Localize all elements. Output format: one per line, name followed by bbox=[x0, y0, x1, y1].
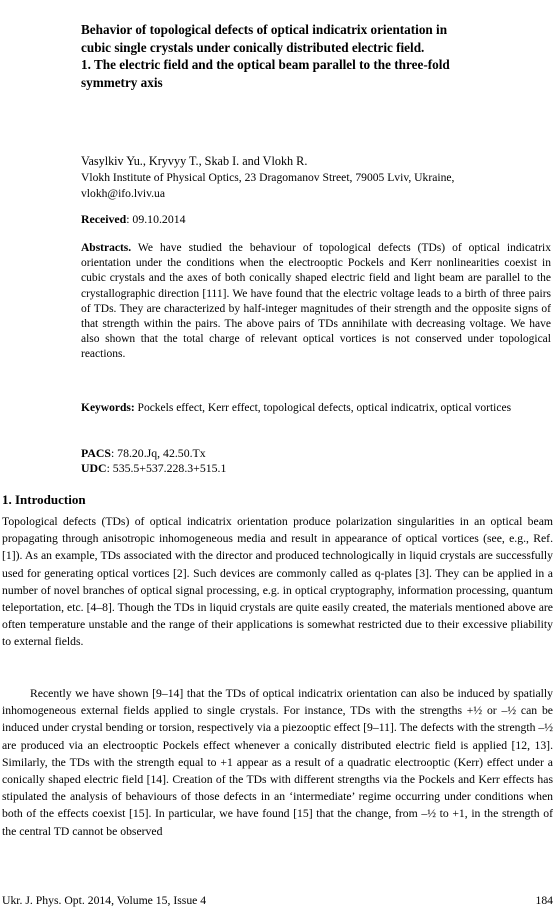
footer-journal: Ukr. J. Phys. Opt. 2014, Volume 15, Issue 4 bbox=[2, 894, 207, 907]
email: vlokh@ifo.lviv.ua bbox=[81, 186, 165, 200]
keywords-text: Pockels effect, Kerr effect, topological defects, optical indicatrix, optical vortices bbox=[134, 402, 512, 414]
abstract bbox=[81, 241, 551, 363]
udc bbox=[81, 461, 551, 476]
pacs-label: PACS bbox=[81, 446, 111, 460]
paragraph: Recently we have shown [9–14] that the TDs of optical indicatrix orientation can also be induced by spatially inhomogeneous external fields applied to single crystals. For instance, TDs with the strengths +½ or –½ can be induced under crystal bending or torsion, respectively via a piezooptic effect [9–11]. The defects with the strength –½ are produced via an electrooptic Pockels effect whenever a conically distributed electric field is applied [12, 13]. Similarly, the TDs with the strength equal to +1 appear as a result of a quadratic electrooptic (Kerr) effect under a conically shaped electric field [14]. Creation of the TDs with different strengths via the Pockels and Kerr effects has stipulated the analysis of behaviours of those defects in an ‘intermediate’ regime occurring under conditions when both of the effects coexist [15]. In particular, we have found [15] that the change, from –½ to +1, in the strength of the central TD cannot be observed bbox=[2, 687, 553, 838]
section-heading: 1. Introduction bbox=[2, 492, 86, 507]
authors: Vasylkiv Yu., Kryvyy T., Skab I. and Vlokh R. bbox=[81, 154, 308, 168]
affiliation: Vlokh Institute of Physical Optics, 23 Dragomanov Street, 79005 Lviv, Ukraine, bbox=[81, 171, 455, 184]
article-title bbox=[81, 21, 551, 91]
keywords-label: Keywords: bbox=[81, 402, 135, 414]
title-line: 1. The electric field and the optical beam parallel to the three-fold bbox=[81, 57, 450, 72]
affiliation-block bbox=[81, 170, 551, 201]
keywords bbox=[81, 401, 551, 416]
title-line: Behavior of topological defects of optical indicatrix orientation in bbox=[81, 22, 448, 37]
received-date bbox=[81, 212, 551, 227]
title-line: symmetry axis bbox=[81, 74, 163, 90]
title-line: cubic single crystals under conically distributed electric field. bbox=[81, 39, 425, 55]
udc-label: UDC bbox=[81, 461, 107, 476]
abstract-label: Abstracts. bbox=[81, 242, 132, 254]
pacs-value: : 78.20.Jq, 42.50.Tx bbox=[110, 446, 206, 460]
page-number: 184 bbox=[535, 894, 553, 907]
abstract-text: We have studied the behaviour of topological defects (TDs) of optical indicatrix orientation under the conditions when the electrooptic Pockels and Kerr nonlinearities coexist in cubic crystals and the axes of both conically shaped electric field and light beam are parallel to the crystallographic direction [111]. We have found that the electric voltage leads to a birth of three pairs of TDs. They are characterized by half-integer magnitudes of their strength and the opposite signs of that strength within the pairs. The above pairs of TDs annihilate with decreasing voltage. We have also shown that the total charge of relevant optical vortices is not conserved under topological reactions. bbox=[81, 242, 551, 361]
paragraph: Topological defects (TDs) of optical indicatrix orientation produce polarization singularities in an optical beam propagating through anisotropic inhomogeneous media and result in appearance of optical vortices (see, e.g., Ref. [1]). As an example, TDs associated with the director and produced technologically in liquid crystals are successfully used for generating optical vortices [2]. Such devices are commonly called as q-plates [3]. They can be applied in a number of novel branches of optical signal processing, e.g. in optical cryptography, information processing, quantum teleportation, etc. [4–8]. Though the TDs in liquid crystals are quite easily created, the materials mentioned above are often temperature unstable and the range of their applications is somewhat restricted due to their excessive pliability to external fields. bbox=[2, 515, 553, 649]
received-label: Received bbox=[81, 212, 127, 226]
classification bbox=[81, 446, 551, 476]
udc-value: : 535.5+537.228.3+515.1 bbox=[106, 461, 227, 476]
received-value: : 09.10.2014 bbox=[126, 212, 186, 226]
pacs bbox=[81, 446, 551, 461]
